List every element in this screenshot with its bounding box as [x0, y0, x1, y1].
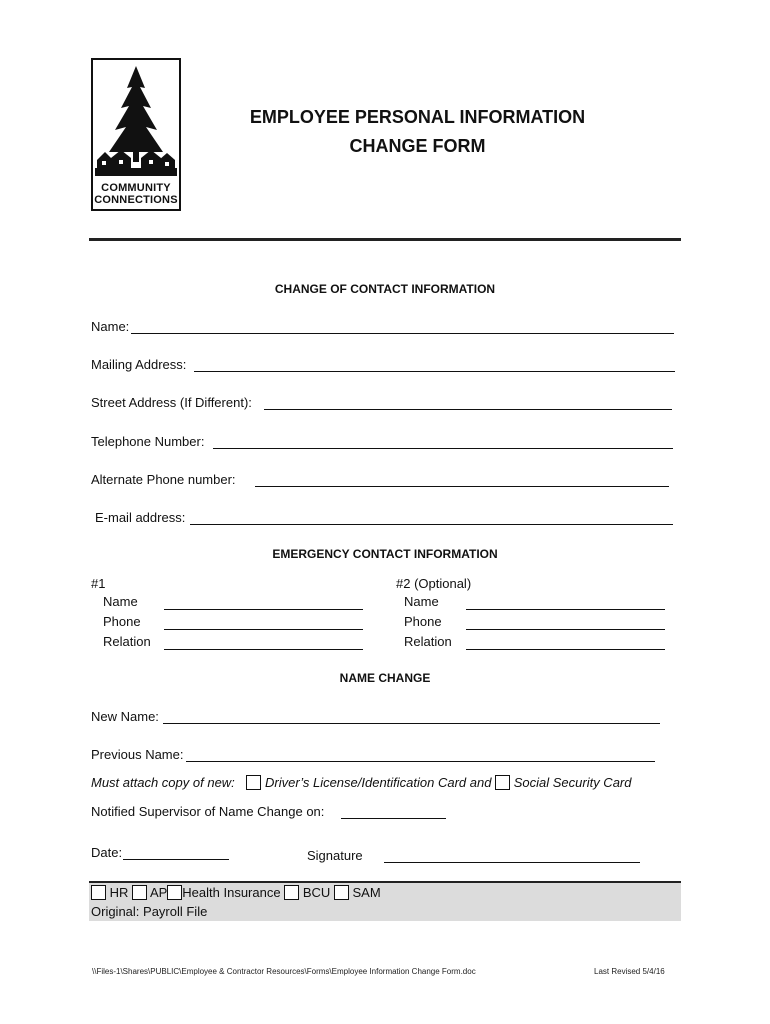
original-payroll-label: Original: Payroll File — [91, 904, 208, 919]
date-field[interactable] — [123, 859, 229, 860]
emergency-1-relation-label: Relation — [103, 634, 151, 649]
notified-supervisor-field[interactable] — [341, 818, 446, 819]
hr-label: HR — [109, 885, 129, 900]
mailing-address-label: Mailing Address: — [91, 357, 187, 372]
name-change-heading: NAME CHANGE — [339, 671, 431, 685]
emergency-1-title: #1 — [91, 576, 106, 591]
name-label: Name: — [91, 319, 130, 334]
street-address-label: Street Address (If Different): — [91, 395, 252, 410]
title-line-2: CHANGE FORM — [349, 136, 486, 156]
email-label: E-mail address: — [95, 510, 186, 525]
bcu-label: BCU — [302, 885, 331, 900]
new-name-field[interactable] — [163, 723, 660, 724]
file-path-footer: \\Files-1\Shares\PUBLIC\Employee & Contractor Resources\Forms\Employee Information Change Form.doc — [92, 967, 476, 976]
attach-prefix: Must attach copy of new: — [91, 775, 235, 790]
signature-label: Signature — [307, 848, 363, 863]
header-divider — [89, 238, 681, 241]
hr-checkbox[interactable] — [91, 885, 106, 900]
social-security-checkbox[interactable] — [495, 775, 510, 790]
emergency-1-phone-field[interactable] — [164, 629, 363, 630]
emergency-1-name-field[interactable] — [164, 609, 363, 610]
email-field[interactable] — [190, 524, 673, 525]
name-field[interactable] — [131, 333, 674, 334]
drivers-license-label: Driver’s License/Identification Card and — [265, 775, 492, 790]
emergency-1-name-label: Name — [103, 594, 138, 609]
telephone-label: Telephone Number: — [91, 434, 205, 449]
alternate-phone-field[interactable] — [255, 486, 669, 487]
signature-field[interactable] — [384, 862, 640, 863]
emergency-1-relation-field[interactable] — [164, 649, 363, 650]
sam-label: SAM — [352, 885, 381, 900]
contact-heading: CHANGE OF CONTACT INFORMATION — [274, 282, 496, 296]
emergency-2-name-label: Name — [404, 594, 439, 609]
emergency-2-relation-field[interactable] — [466, 649, 665, 650]
new-name-label: New Name: — [91, 709, 159, 724]
health-insurance-label: Health Insurance — [182, 885, 281, 900]
drivers-license-checkbox[interactable] — [246, 775, 261, 790]
logo-text — [93, 182, 179, 206]
logo-line-2: CONNECTIONS — [94, 194, 178, 206]
emergency-2-title: #2 (Optional) — [396, 576, 472, 591]
date-label: Date: — [91, 845, 123, 860]
company-logo — [91, 58, 181, 211]
emergency-1-phone-label: Phone — [103, 614, 141, 629]
street-address-field[interactable] — [264, 409, 672, 410]
emergency-2-relation-label: Relation — [404, 634, 452, 649]
mailing-address-field[interactable] — [194, 371, 675, 372]
title-line-1: EMPLOYEE PERSONAL INFORMATION — [249, 107, 586, 127]
previous-name-label: Previous Name: — [91, 747, 184, 762]
notified-supervisor-label: Notified Supervisor of Name Change on: — [91, 804, 325, 819]
previous-name-field[interactable] — [186, 761, 655, 762]
sam-checkbox[interactable] — [334, 885, 349, 900]
pine-tree-icon — [93, 60, 179, 180]
logo-line-1: COMMUNITY — [101, 182, 171, 194]
last-revised-footer: Last Revised 5/4/16 — [594, 967, 665, 976]
social-security-label: Social Security Card — [513, 775, 632, 790]
health-insurance-checkbox[interactable] — [167, 885, 182, 900]
attach-copy-row — [91, 775, 632, 790]
bcu-checkbox[interactable] — [284, 885, 299, 900]
ap-label: AP — [149, 885, 168, 900]
emergency-heading: EMERGENCY CONTACT INFORMATION — [272, 547, 498, 561]
telephone-field[interactable] — [213, 448, 673, 449]
emergency-2-phone-label: Phone — [404, 614, 442, 629]
emergency-2-name-field[interactable] — [466, 609, 665, 610]
alternate-phone-label: Alternate Phone number: — [91, 472, 236, 487]
ap-checkbox[interactable] — [132, 885, 147, 900]
distribution-row — [91, 885, 381, 900]
form-title — [200, 103, 635, 161]
emergency-2-phone-field[interactable] — [466, 629, 665, 630]
